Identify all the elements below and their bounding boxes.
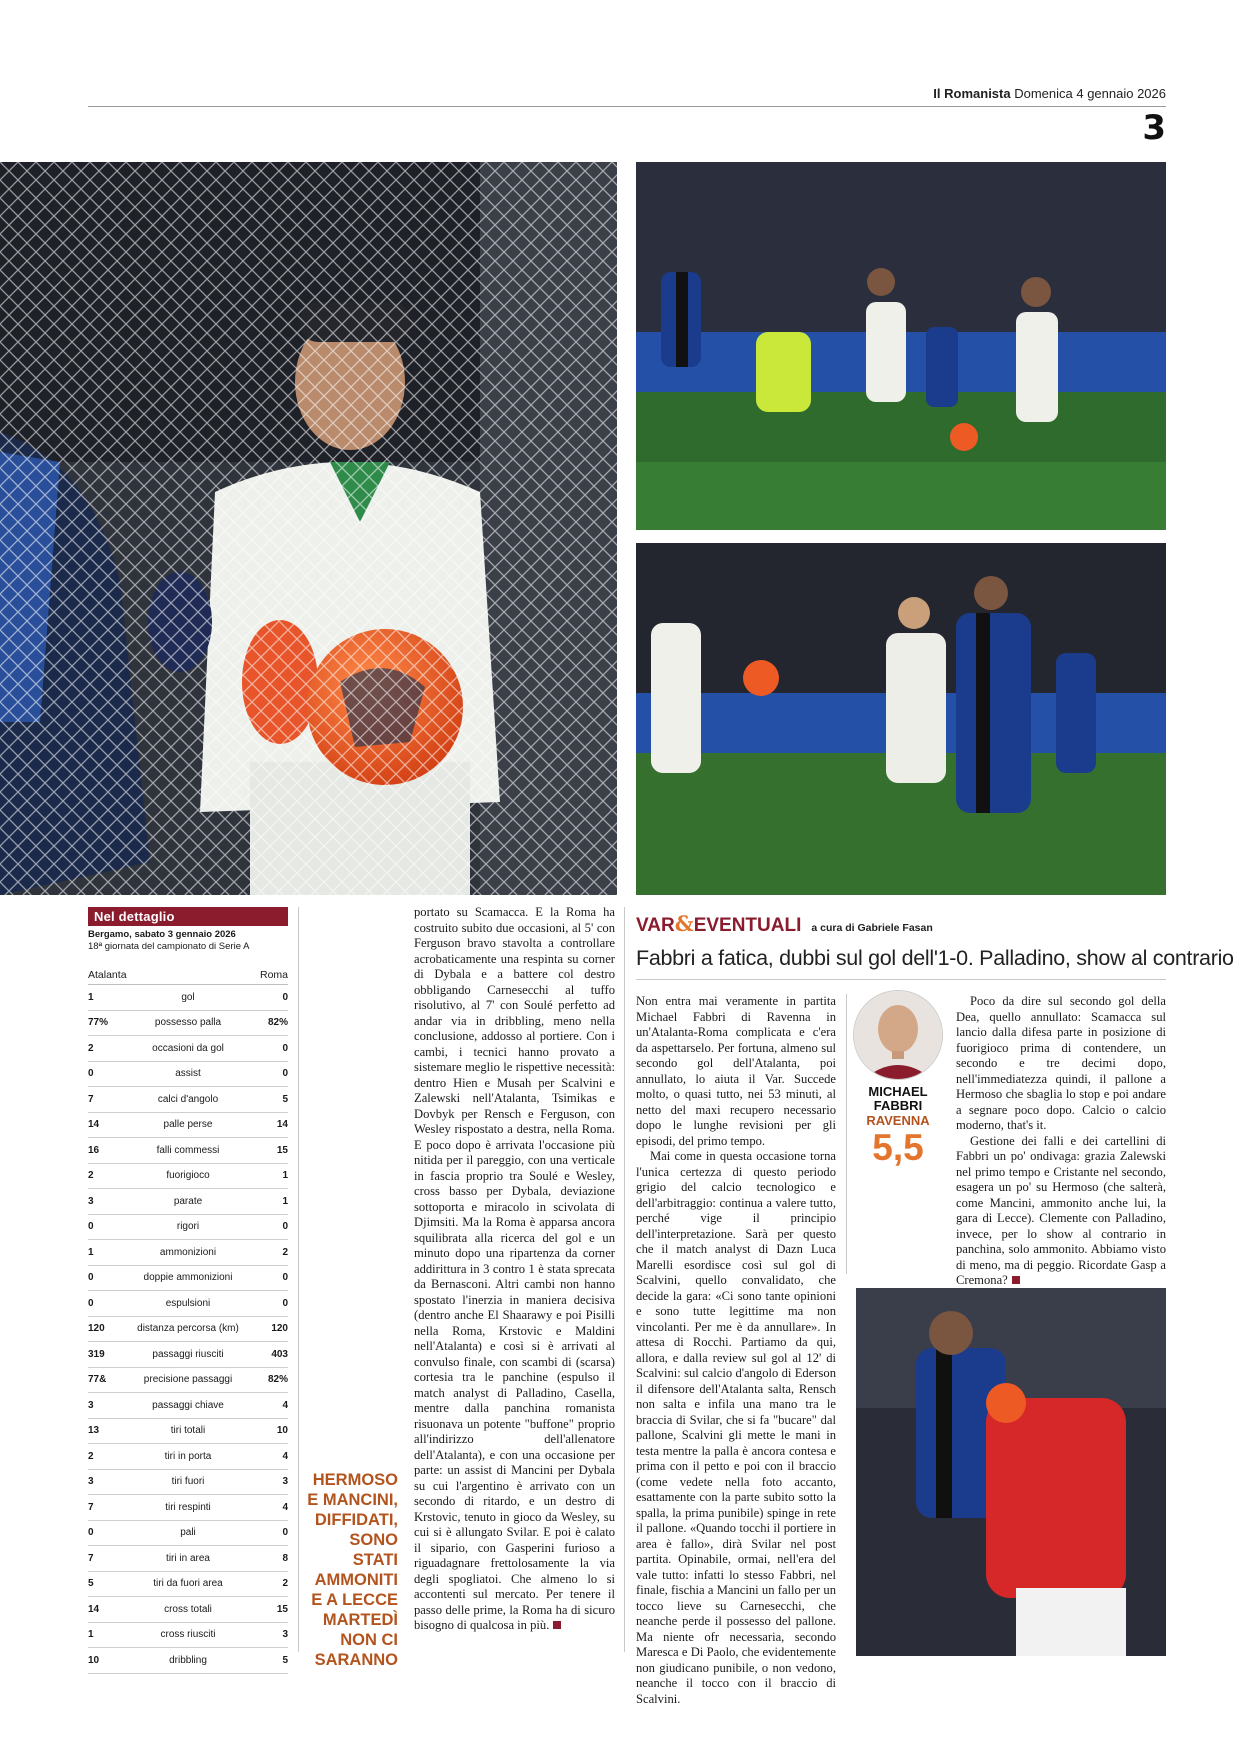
stat-away-value: 10 [276,1425,288,1437]
referee-first-name: MICHAEL [868,1084,928,1099]
stat-away-value: 403 [271,1348,288,1360]
var-column-1 [636,994,836,1707]
stat-home-value: 0 [88,1527,94,1539]
stat-row [88,1572,288,1598]
stat-row [88,1266,288,1292]
stat-label: tiri fuori [171,1476,205,1488]
page-number: 3 [1142,108,1166,148]
stat-home-value: 14 [88,1119,100,1131]
stat-away-value: 4 [282,1399,288,1411]
stat-label: espulsioni [165,1297,211,1309]
stat-row [88,1164,288,1190]
stat-home-value: 2 [88,1042,94,1054]
stat-row [88,1419,288,1445]
stat-row [88,1393,288,1419]
stat-label: tiri in porta [164,1450,212,1462]
column-divider [624,907,625,1652]
stat-label: parate [173,1195,203,1207]
article-paragraph: Non entra mai veramente in partita Michael Fabbri di Ravenna in un'Atalanta-Roma complicata e c'era da aspettarselo. Per fortuna, almeno sul secondo gol dell'Atalanta, poi annullato, lo aiuta il Var. Succede molto, o quasi tutto, nei 53 minuti, al netto del maxi recupero necessario dopo le lunghe revisioni per gli episodi, del primo tempo. [636,994,836,1148]
stat-row [88,1062,288,1088]
stats-title: Nel dettaglio [88,907,288,926]
stat-row [88,1240,288,1266]
column-divider [298,907,299,1652]
stat-home-value: 0 [88,1068,94,1080]
paper-name: Il Romanista [933,86,1011,101]
referee-city: RAVENNA [866,1113,930,1128]
stat-home-value: 14 [88,1603,100,1615]
stat-row [88,1368,288,1394]
stat-away-value: 82% [267,1374,288,1386]
stat-away-value: 0 [282,1272,288,1284]
stat-away-value: 4 [282,1450,288,1462]
stats-location: Bergamo, sabato 3 gennaio 2026 [88,929,236,940]
photo-var-screenshot [856,1288,1166,1656]
stat-label: falli commessi [156,1144,220,1156]
masthead [933,86,1166,101]
stat-home-value: 3 [88,1399,94,1411]
stat-home-value: 319 [88,1348,105,1360]
article-continuation [414,905,615,1634]
stat-away-value: 1 [282,1195,288,1207]
section-brand-ampersand: & [674,911,694,936]
stat-away-value: 0 [282,1297,288,1309]
stat-row [88,1011,288,1037]
referee-card [852,990,944,1168]
stat-away-value: 15 [276,1144,288,1156]
stat-home-value: 1 [88,991,94,1003]
issue-date: Domenica 4 gennaio 2026 [1014,86,1166,101]
stat-home-value: 120 [88,1323,105,1335]
stat-away-value: 8 [282,1552,288,1564]
stat-home-value: 1 [88,1246,94,1258]
stat-home-value: 7 [88,1552,94,1564]
section-credit: a cura di Gabriele Fasan [811,922,933,934]
stat-row [88,985,288,1011]
stat-label: fuorigioco [166,1170,210,1182]
stat-label: tiri in area [166,1552,210,1564]
photo-action-middle [636,543,1166,895]
stat-label: tiri da fuori area [153,1578,223,1590]
stat-away-value: 2 [282,1246,288,1258]
stat-label: palle perse [163,1119,213,1131]
var-headline: Fabbri a fatica, dubbi sul gol dell'1-0. Palladino, show al contrario [636,946,1166,980]
stat-row [88,1342,288,1368]
stats-team-header [88,969,288,985]
stat-home-value: 7 [88,1501,94,1513]
stat-row [88,1623,288,1649]
stat-label: rigori [176,1221,200,1233]
article-paragraph: Poco da dire sul secondo gol della Dea, quello annullato: Scamacca sul lancio dalla difesa parte in posizione di fuorigioco prima di contendere, un secondo e tre decimi dopo, nell'immediatezza quindi, il pallone a Hermoso che sbaglia lo stop e poi andare a segnare poco dopo. Calcio o calcio moderno, that's it. [956,994,1166,1132]
stat-home-value: 3 [88,1195,94,1207]
stat-home-value: 0 [88,1221,94,1233]
stat-label: dribbling [169,1654,207,1666]
stat-away-value: 3 [282,1629,288,1641]
stat-row [88,1036,288,1062]
stat-home-value: 3 [88,1476,94,1488]
stat-label: ammonizioni [159,1246,217,1258]
end-mark [553,1621,561,1629]
var-column-3 [956,994,1166,1289]
stat-away-value: 5 [282,1654,288,1666]
article-paragraph: Gestione dei falli e dei cartellini di Fabbri un po' ondivaga: grazia Zalewski nel primo tempo e Cristante nel secondo, esagera un po' su Hermoso (che salterà, come Mancini, ammonito anche lui, la gara di Lecce). Clemente con Palladino, invece, per lo show al contrario in panchina, solo ammonito. Abbiamo visto di meno, ma di peggio. Ricordate Gasp a Cremona? [956,1133,1166,1287]
home-team: Atalanta [88,969,127,981]
stat-row [88,1215,288,1241]
stat-away-value: 0 [282,1221,288,1233]
stat-home-value: 7 [88,1093,94,1105]
stat-row [88,1470,288,1496]
end-mark [1012,1276,1020,1284]
referee-last-name: FABBRI [873,1098,923,1113]
photo-action-top [636,162,1166,530]
stat-label: occasioni da gol [152,1042,224,1054]
stat-label: possesso palla [154,1017,222,1029]
stat-row [88,1597,288,1623]
stat-row [88,1189,288,1215]
stat-home-value: 2 [88,1170,94,1182]
referee-grade: 5,5 [872,1127,924,1168]
stat-row [88,1521,288,1547]
stat-away-value: 5 [282,1093,288,1105]
stat-away-value: 14 [276,1119,288,1131]
stat-away-value: 1 [282,1170,288,1182]
stat-label: assist [175,1068,201,1080]
stat-home-value: 16 [88,1144,100,1156]
stat-away-value: 0 [282,1068,288,1080]
stat-away-value: 0 [282,991,288,1003]
stat-home-value: 0 [88,1297,94,1309]
stat-home-value: 2 [88,1450,94,1462]
stat-row [88,1495,288,1521]
stat-home-value: 5 [88,1578,94,1590]
stat-row [88,1648,288,1674]
main-photo-goalmouth [0,162,617,895]
section-brand-var: VAR [636,915,675,936]
stat-row [88,1291,288,1317]
stat-home-value: 77% [88,1017,109,1029]
stat-away-value: 0 [282,1527,288,1539]
stat-label: doppie ammonizioni [143,1272,233,1284]
stat-label: cross riusciti [160,1629,216,1641]
stat-label: passaggi chiave [152,1399,224,1411]
stat-away-value: 2 [282,1578,288,1590]
article-paragraph: portato su Scamacca. E la Roma ha costruito subito due occasioni, al 5' con Ferguson bravo stavolta a controllare acrobaticamente una respinta su corner di Dybala e a battere col destro obbligando Carnesecchi al tuffo risolutivo, al 7' con Soulé perfetto ad andar via in dribbling, meno nella conclusione, addosso al portiere. Con i cambi, i tecnici hanno provato a sistemare meglio le rispettive necessità: dentro Hien e Musah per Scalvini e Zalewski nell'Atalanta, Tsimikas e Dovbyk per Rensch e Ferguson, con Wesley rispostato a destra, nella Roma. E poco dopo è arrivata l'occasione più nitida per il pareggio, con una verticale in fascia proprio tra Soulé e Wesley, cross basso per Dybala, deviazione sottoporta e miracolo in scivolata di Djimsiti. Ma la Roma è apparsa ancora squilibrata alla ricerca del gol e un minuto dopo una ripartenza da corner addirittura in 3 contro 1 è stata sprecata da Bernasconi. Altri cambi non hanno spostato l'inerzia in maniera decisiva (dentro anche El Shaarawy e poi Pisilli nella Roma, Krstovic e Maldini nell'Atalanta) e così si è arrivati al convulso finale, con scambi di (scarsa) cortesia tra le panchine (espulso il match analyst di Palladino, Casella, mentre dalla panchina romanista risuonava un potente "buffone" proprio all'indirizzo dell'allenatore dell'Atalanta), e con una occasione per parte: un assist di Mancini per Dybala su cui l'argentino è arrivato con un secondo di ritardo, e un destro di Krstovic, tenuto in gioco da Wesley, su cui si è allungato Svilar. E poi è calato il sipario, con Gasperini furioso a riguadagnare frettolosamente la via degli spogliatoi. Che almeno lo si accontenti sul mercato. Per tenere il passo delle prime, la Roma ha di sicuro bisogno di qualcosa in più. [414,905,615,1632]
stat-label: calci d'angolo [157,1093,219,1105]
stat-home-value: 1 [88,1629,94,1641]
stat-away-value: 0 [282,1042,288,1054]
stat-label: tiri respinti [165,1501,211,1513]
stat-row [88,1138,288,1164]
stat-home-value: 77& [88,1374,107,1386]
stat-away-value: 15 [276,1603,288,1615]
stat-row [88,1444,288,1470]
pull-quote: HERMOSO E MANCINI, DIFFIDATI, SONO STATI AMMONITI E A LECCE MARTEDÌ NON CI SARANNO [307,1471,398,1669]
stat-away-value: 4 [282,1501,288,1513]
stat-away-value: 3 [282,1476,288,1488]
stat-label: precisione passaggi [143,1374,233,1386]
stat-row [88,1113,288,1139]
page-header [88,84,1166,107]
stat-home-value: 10 [88,1654,100,1666]
var-section-header [636,911,1166,937]
stats-round: 18ª giornata del campionato di Serie A [88,941,250,952]
stat-label: distanza percorsa (km) [137,1323,239,1335]
stat-label: gol [181,991,195,1003]
referee-portrait [853,990,943,1080]
stat-label: cross totali [164,1603,212,1615]
away-team: Roma [259,969,288,981]
stat-row [88,1087,288,1113]
stats-box [88,907,288,1674]
stat-row [88,1546,288,1572]
stat-label: passaggi riusciti [152,1348,224,1360]
article-paragraph: Mai come in questa occasione torna l'unica certezza di questo periodo grigio del calcio tecnologico e dell'arbitraggio: continua a valere tutto, perché vige il principio dell'interpretazione. Sarà per questo che il match analyst di Dazn Luca Marelli esordisce così sul gol di Scalvini, quello convalidato, che decide la gara: «Ci sono tante opinioni e sono tutte legittime ma non vincolanti. Per me è da annullare». In attesa di Rocchi. Partiamo da qui, allora, e dalla review sul gol al 12' di Scalvini: sul calcio d'angolo di Ederson il difensore dell'Atalanta salta, Rensch non salta e infila una mano tra le braccia di Svilar, che si fa "bucare" dal pallone, Scalvini gli mette le mani in testa mentre la palla è ancora contesa e prima con il petto e poi con il braccio (come vedete nella foto accanto, esattamente con la parte subito sotto la spalla, la prima punibile) spinge in rete il pallone. «Quando tocchi il portiere in area è fallo», dirà Svilar nel post partita. Opinabile, ormai, nell'era del vale tutto: infatti lo stesso Fabbri, nel finale, fischia a Mancini un fallo per un tocco lieve su Carnesecchi, che neanche perde il possesso del pallone. Ma niente ofr necessaria, secondo Maresca e Di Paolo, che evidentemente non giudicano punibile, o non vedono, neanche il tocco con il braccio di Scalvini. [636,1149,836,1706]
stat-row [88,1317,288,1343]
section-brand-eventuali: EVENTUALI [693,915,802,936]
stat-home-value: 13 [88,1425,100,1437]
stat-label: tiri totali [170,1425,206,1437]
stat-home-value: 0 [88,1272,94,1284]
stat-away-value: 120 [271,1323,288,1335]
stats-rows [88,985,288,1674]
stat-label: pali [180,1527,196,1539]
stat-away-value: 82% [267,1017,288,1029]
column-divider [846,994,847,1274]
